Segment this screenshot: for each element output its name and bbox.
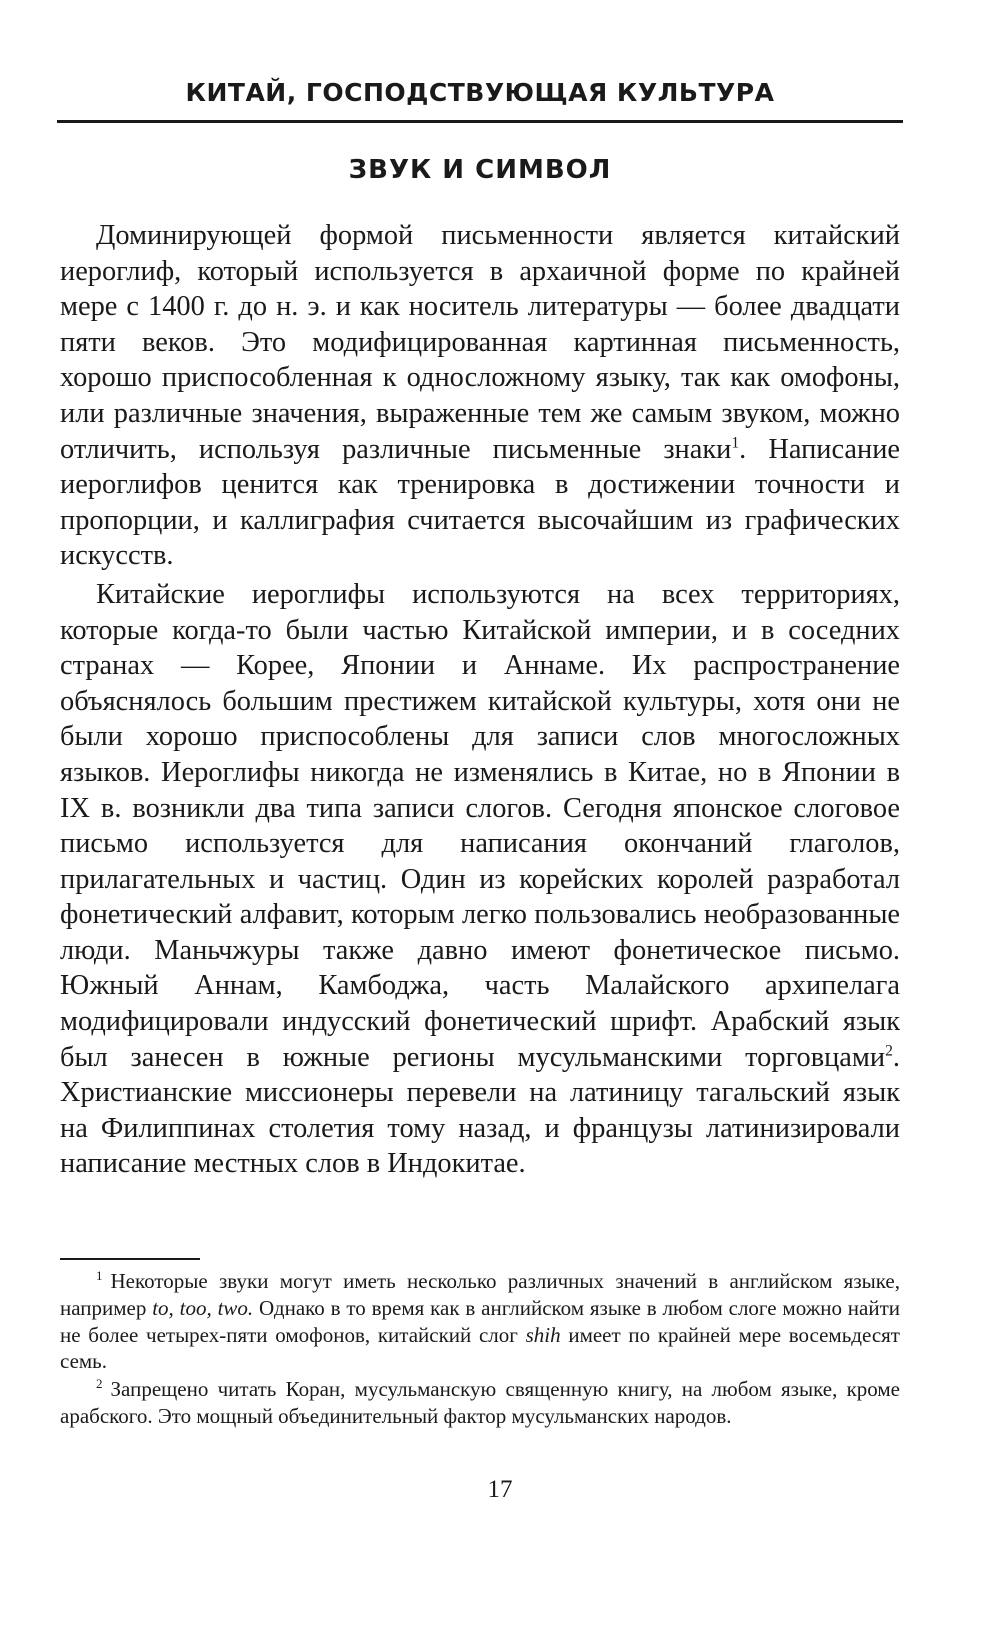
main-text xyxy=(60,218,900,1182)
footnote-1-text-c: имеет по крайней мере восемьдесят семь. xyxy=(60,1322,900,1374)
footnote-ref-1: 1 xyxy=(731,434,740,452)
running-head: КИТАЙ, ГОСПОДСТВУЮЩАЯ КУЛЬТУРА xyxy=(185,78,775,107)
page-number: 17 xyxy=(487,1476,513,1503)
footnote-1 xyxy=(60,1268,900,1375)
footnotes xyxy=(60,1268,900,1430)
footnote-2 xyxy=(60,1376,900,1430)
header-rule xyxy=(57,120,903,123)
section-title: ЗВУК И СИМВОЛ xyxy=(348,155,612,185)
paragraph-2 xyxy=(60,577,900,1182)
footnote-1-number: 1 xyxy=(96,1268,103,1283)
footnote-1-text-b: Однако в то время как в английском языке в любом слоге можно найти не более четырех-пяти омофонов, китайский слог xyxy=(60,1295,900,1347)
footnote-ref-2: 2 xyxy=(885,1042,893,1060)
paragraph-2-text-a: Китайские иероглифы используются на всех территориях, которые когда-то были частью Китайской империи, и в соседних странах — Корее, Японии и Аннаме. Их распространение объяснялось большим престижем китайской культуры, хотя они не были хорошо приспособлены для записи слов многосложных языков. Иероглифы никогда не изменялись в Китае, но в Японии в IX в. возникли два типа записи слогов. Сегодня японское слоговое письмо используется для написания окончаний глаголов, прилагательных и частиц. Один из корейских королей разработал фонетический алфавит, которым легко пользовались необразованные люди. Маньчжуры также давно имеют фонетическое письмо. Южный Аннам, Камбоджа, часть Малайского архипелага модифицировали индусский фонетический шрифт. Арабский язык был занесен в южные регионы мусульманскими торговцами xyxy=(60,578,900,1073)
paragraph-1 xyxy=(60,218,900,574)
paragraph-1-text-a: Доминирующей формой письменности является китайский иероглиф, который используется в архаичной форме по крайней мере с 1400 г. до н. э. и как носитель литературы — более двадцати пяти веков. Это модифицированная картинная письменность, хорошо приспособленная к односложному языку, так как омофоны, или различные значения, выраженные тем же самым звуком, можно отличить, используя различные письменные знаки xyxy=(60,220,900,465)
footnote-1-italic-a: to, too, two. xyxy=(152,1295,254,1320)
footnote-1-text-a: Некоторые звуки могут иметь несколько различных значений в английском языке, например xyxy=(60,1269,900,1320)
footnote-2-text: Запрещено читать Коран, мусульманскую священную книгу, на любом языке, кроме арабского. Это мощный объединительный фактор мусульманских народов. xyxy=(60,1377,900,1428)
footnote-2-number: 2 xyxy=(96,1376,103,1392)
footnote-1-italic-b: shih xyxy=(525,1322,561,1347)
paragraph-2-text-b: . Христианские миссионеры перевели на латиницу тагальский язык на Филиппинах столетия тому назад, и французы латинизировали написание местных слов в Индокитае. xyxy=(60,1041,900,1180)
footnote-rule xyxy=(60,1258,200,1260)
paragraph-1-text-b: . Написание иероглифов ценится как тренировка в достижении точности и пропорции, и каллиграфия считается высочайшим из графических искусств. xyxy=(60,433,900,572)
